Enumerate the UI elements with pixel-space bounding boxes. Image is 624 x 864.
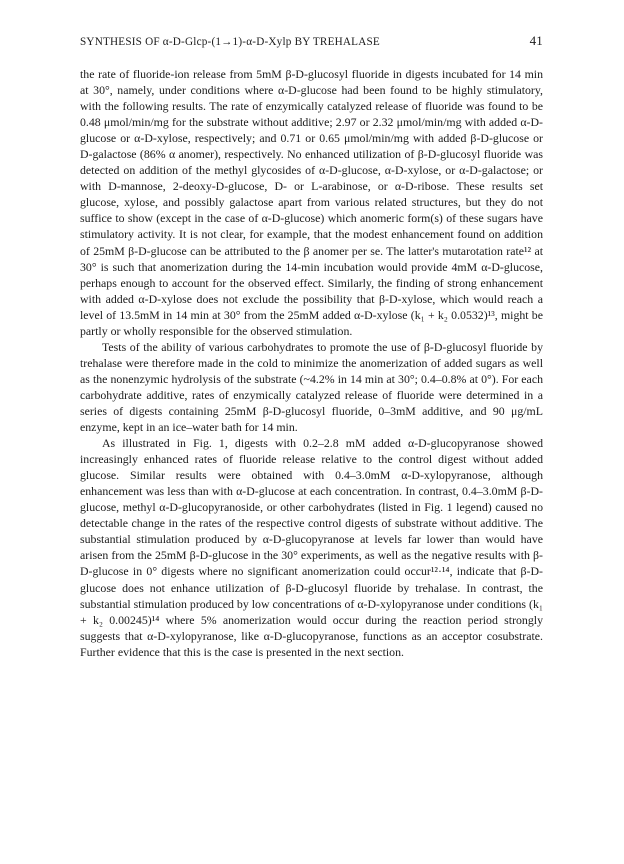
page-number: 41 [529,33,543,48]
paragraph-1: the rate of fluoride-ion release from 5mM β-D-glucosyl fluoride in digests incubated for 14 min at 30°, namely, under conditions where α-D-glucose had been found to be highly stimulatory, with the following results. The rate of enzymically catalyzed release of fluoride was found to be 0.48 μmol/min/mg for the substrate without additive; 2.97 or 2.32 μmol/min/mg with added α-D-glucose or α-D-xylose, respectively; and 0.71 or 0.65 μmol/min/mg with added β-D-glucose or D-galactose (86% α anomer), respectively. No enhanced utilization of β-D-glucosyl fluoride was detected on addition of the methyl glycosides of α-D-glucose, α-D-xylose, or α-D-galactose; or with D-mannose, 2-deoxy-D-glucose, D- or L-arabinose, or α-D-ribose. These results set glucose, xylose, and possibly galactose apart from various related structures, but they do not suffice to show (except in the case of α-D-glucose) which anomeric form(s) of these sugars have stimulatory activity. It is not clear, for example, that the modest enhancement found on addition of 25mM β-D-glucose can be attributed to the β anomer per se. The latter's mutarotation rate¹² at 30° is such that anomerization during the 14-min incubation would provide 4mM α-D-glucose, perhaps enough to account for the observed effect. Similarly, the finding of strong enhancement with added α-D-xylose does not exclude the possibility that β-D-xylose, which would reach a level of 13.5mM in 14 min at 30° from the 25mM added α-D-xylose (k₁ + k₂ 0.0532)¹³, might be partly or wholly responsible for the observed stimulation. [80,67,543,338]
paragraph-3: As illustrated in Fig. 1, digests with 0.2–2.8 mM added α-D-glucopyranose showed increasingly enhanced rates of fluoride release relative to the control digest without added glucose. Similar results were obtained with 0.4–3.0mM α-D-xylopyranose, although enhancement was less than with α-D-glucose at each concentration. In contrast, 0.4–3.0mM β-D-glucose, methyl α-D-glucopyranoside, or other carbohydrates (listed in Fig. 1 legend) caused no detectable change in the rates of the respective control digests of substrate without additive. The substantial stimulation produced by α-D-glucopyranose at levels far lower than would have arisen from the 25mM β-D-glucose in the 30° experiments, as well as the negative results with β-D-glucose in 0° digests where no significant anomerization could occur¹²·¹⁴, indicate that β-D-glucose does not enhance utilization of β-D-glucosyl fluoride by trehalase. In contrast, the substantial stimulation produced by low concentrations of α-D-xylopyranose under conditions (k₁ + k₂ 0.00245)¹⁴ where 5% anomerization would occur during the reaction period strongly suggests that α-D-xylopyranose, like α-D-glucopyranose, functions as an acceptor cosubstrate. Further evidence that this is the case is presented in the next section. [80,436,543,659]
paragraph-2: Tests of the ability of various carbohydrates to promote the use of β-D-glucosyl fluoride by trehalase were therefore made in the cold to minimize the anomerization of added sugars as well as the nonenzymic hydrolysis of the substrate (~4.2% in 14 min at 30°; 0.4–0.8% at 0°). For each carbohydrate additive, rates of enzymically catalyzed release of fluoride were determined in a series of digests containing 25mM β-D-glucosyl fluoride, 0–3mM additive, and 90 μg/mL enzyme, kept in an ice–water bath for 14 min. [80,339,543,435]
running-header [80,33,543,49]
body-text [80,66,543,660]
running-title: SYNTHESIS OF α-D-Glcp-(1→1)-α-D-Xylp BY TREHALASE [80,36,380,48]
